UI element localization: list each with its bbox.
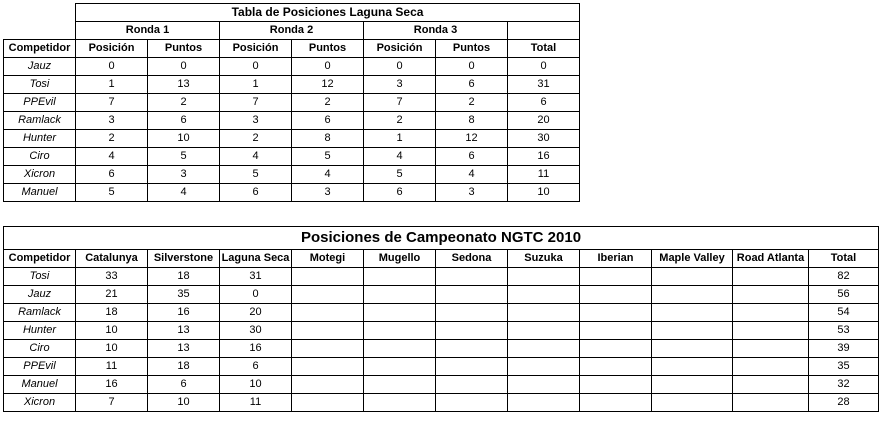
race-points-cell [292,358,364,376]
score-cell: 6 [364,184,436,202]
race-points-cell [580,286,652,304]
race-points-cell: 16 [148,304,220,322]
race-points-cell [652,358,733,376]
column-header: Maple Valley [652,250,733,268]
table-row [4,148,580,166]
score-cell: 4 [364,148,436,166]
score-cell: 6 [148,112,220,130]
race-points-cell [364,322,436,340]
table-row [4,376,879,394]
race-points-cell [580,268,652,286]
race-points-cell [580,322,652,340]
table-row [4,340,879,358]
column-header: Total [809,250,879,268]
race-points-cell [508,358,580,376]
total-cell: 56 [809,286,879,304]
race-points-cell [436,394,508,412]
race-points-cell [292,268,364,286]
race-points-cell [508,322,580,340]
race-points-cell [733,268,809,286]
race-points-cell [436,304,508,322]
race-points-cell [580,304,652,322]
championship-header-row [4,250,879,268]
score-cell: 1 [220,76,292,94]
score-cell: 1 [76,76,148,94]
laguna-seca-title: Tabla de Posiciones Laguna Seca [76,4,580,22]
column-header: Competidor [4,250,76,268]
race-points-cell: 16 [76,376,148,394]
score-cell: 4 [220,148,292,166]
competitor-name: Tosi [4,76,76,94]
position-header: Posición [364,40,436,58]
score-cell: 3 [148,166,220,184]
total-cell: 54 [809,304,879,322]
score-cell: 3 [292,184,364,202]
column-header: Laguna Seca [220,250,292,268]
competitor-name: Ciro [4,148,76,166]
score-cell: 6 [76,166,148,184]
race-points-cell [508,376,580,394]
total-cell: 30 [508,130,580,148]
race-points-cell [292,304,364,322]
race-points-cell [733,358,809,376]
column-header: Motegi [292,250,364,268]
competitor-name: Manuel [4,184,76,202]
score-cell: 1 [364,130,436,148]
total-cell: 53 [809,322,879,340]
points-header: Puntos [436,40,508,58]
race-points-cell [652,394,733,412]
race-points-cell: 10 [76,322,148,340]
column-header: Catalunya [76,250,148,268]
score-cell: 6 [220,184,292,202]
total-cell: 32 [809,376,879,394]
race-points-cell: 11 [220,394,292,412]
race-points-cell: 20 [220,304,292,322]
competitor-name: Ciro [4,340,76,358]
race-points-cell [580,394,652,412]
race-points-cell [292,376,364,394]
total-cell: 0 [508,58,580,76]
table-row [4,112,580,130]
race-points-cell [508,286,580,304]
race-points-cell: 33 [76,268,148,286]
score-cell: 2 [364,112,436,130]
race-points-cell [292,340,364,358]
score-cell: 2 [436,94,508,112]
total-cell: 10 [508,184,580,202]
race-points-cell [652,376,733,394]
score-cell: 2 [220,130,292,148]
score-cell: 0 [436,58,508,76]
race-points-cell [652,322,733,340]
column-header: Sedona [436,250,508,268]
score-cell: 5 [364,166,436,184]
score-cell: 12 [436,130,508,148]
competitor-name: Manuel [4,376,76,394]
corner-blank [4,4,76,22]
total-cell: 35 [809,358,879,376]
race-points-cell [364,394,436,412]
score-cell: 4 [148,184,220,202]
total-cell: 28 [809,394,879,412]
score-cell: 3 [364,76,436,94]
race-points-cell [364,286,436,304]
score-cell: 6 [292,112,364,130]
race-points-cell [733,376,809,394]
race-points-cell [580,340,652,358]
race-points-cell: 13 [148,340,220,358]
table-row [4,76,580,94]
race-points-cell [652,268,733,286]
race-points-cell [292,286,364,304]
score-cell: 5 [148,148,220,166]
race-points-cell [733,304,809,322]
total-cell: 39 [809,340,879,358]
table-row [4,58,580,76]
race-points-cell: 21 [76,286,148,304]
race-points-cell [364,304,436,322]
race-points-cell: 6 [220,358,292,376]
total-cell: 31 [508,76,580,94]
position-header: Posición [220,40,292,58]
race-points-cell [292,322,364,340]
race-points-cell [508,394,580,412]
race-points-cell [508,268,580,286]
race-points-cell [436,286,508,304]
race-points-cell: 16 [220,340,292,358]
race-points-cell [508,340,580,358]
score-cell: 2 [292,94,364,112]
race-points-cell [436,268,508,286]
race-points-cell: 18 [148,358,220,376]
score-cell: 7 [76,94,148,112]
race-points-cell: 18 [76,304,148,322]
score-cell: 12 [292,76,364,94]
column-header: Road Atlanta [733,250,809,268]
championship-title: Posiciones de Campeonato NGTC 2010 [4,227,879,250]
race-points-cell [364,268,436,286]
total-header-spacer [508,22,580,40]
score-cell: 7 [220,94,292,112]
score-cell: 8 [292,130,364,148]
score-cell: 0 [220,58,292,76]
column-header: Suzuka [508,250,580,268]
total-cell: 20 [508,112,580,130]
race-points-cell [733,340,809,358]
race-points-cell [436,376,508,394]
total-cell: 82 [809,268,879,286]
championship-table [3,226,879,412]
table-row [4,358,879,376]
race-points-cell [580,376,652,394]
competitor-name: PPEvil [4,94,76,112]
race-points-cell: 0 [220,286,292,304]
race-points-cell [364,358,436,376]
race-points-cell: 13 [148,322,220,340]
round-1-header: Ronda 1 [76,22,220,40]
race-points-cell: 11 [76,358,148,376]
score-cell: 5 [292,148,364,166]
points-header: Puntos [292,40,364,58]
race-points-cell [733,286,809,304]
score-cell: 0 [364,58,436,76]
points-header: Puntos [148,40,220,58]
race-points-cell: 35 [148,286,220,304]
competitor-name: Tosi [4,268,76,286]
score-cell: 7 [364,94,436,112]
competitor-name: PPEvil [4,358,76,376]
race-points-cell: 10 [148,394,220,412]
total-cell: 6 [508,94,580,112]
position-header: Posición [76,40,148,58]
race-points-cell [652,286,733,304]
race-points-cell [364,340,436,358]
column-header: Silverstone [148,250,220,268]
race-points-cell [436,358,508,376]
race-points-cell [436,340,508,358]
round-2-header: Ronda 2 [220,22,364,40]
table-row [4,130,580,148]
score-cell: 4 [292,166,364,184]
race-points-cell: 18 [148,268,220,286]
competitor-name: Ramlack [4,304,76,322]
race-points-cell [652,304,733,322]
score-cell: 8 [436,112,508,130]
score-cell: 6 [436,148,508,166]
laguna-seca-body [4,58,580,202]
column-header: Iberian [580,250,652,268]
competitor-name: Xicron [4,166,76,184]
score-cell: 4 [76,148,148,166]
score-cell: 0 [76,58,148,76]
competitor-name: Hunter [4,130,76,148]
score-cell: 0 [148,58,220,76]
competitor-name: Hunter [4,322,76,340]
race-points-cell: 10 [220,376,292,394]
score-cell: 3 [220,112,292,130]
race-points-cell: 6 [148,376,220,394]
race-points-cell [364,376,436,394]
race-points-cell: 30 [220,322,292,340]
race-points-cell [508,304,580,322]
race-points-cell [733,322,809,340]
race-points-cell [652,340,733,358]
race-points-cell: 7 [76,394,148,412]
table-row [4,286,879,304]
race-points-cell [292,394,364,412]
race-points-cell [733,394,809,412]
score-cell: 0 [292,58,364,76]
table-row [4,166,580,184]
round-3-header: Ronda 3 [364,22,508,40]
score-cell: 3 [76,112,148,130]
score-cell: 3 [436,184,508,202]
score-cell: 6 [436,76,508,94]
score-cell: 5 [76,184,148,202]
competitor-name: Jauz [4,58,76,76]
score-cell: 2 [148,94,220,112]
race-points-cell: 31 [220,268,292,286]
competitor-name: Jauz [4,286,76,304]
total-header: Total [508,40,580,58]
score-cell: 10 [148,130,220,148]
score-cell: 2 [76,130,148,148]
table-row [4,94,580,112]
race-points-cell [436,322,508,340]
table-row [4,268,879,286]
race-points-cell: 10 [76,340,148,358]
championship-body [4,268,879,412]
score-cell: 5 [220,166,292,184]
race-points-cell [580,358,652,376]
table-row [4,394,879,412]
score-cell: 13 [148,76,220,94]
competitor-header: Competidor [4,40,76,58]
score-cell: 4 [436,166,508,184]
table-row [4,322,879,340]
total-cell: 11 [508,166,580,184]
corner-blank [4,22,76,40]
laguna-seca-table [3,3,580,202]
table-row [4,184,580,202]
competitor-name: Ramlack [4,112,76,130]
total-cell: 16 [508,148,580,166]
column-header: Mugello [364,250,436,268]
competitor-name: Xicron [4,394,76,412]
table-row [4,304,879,322]
